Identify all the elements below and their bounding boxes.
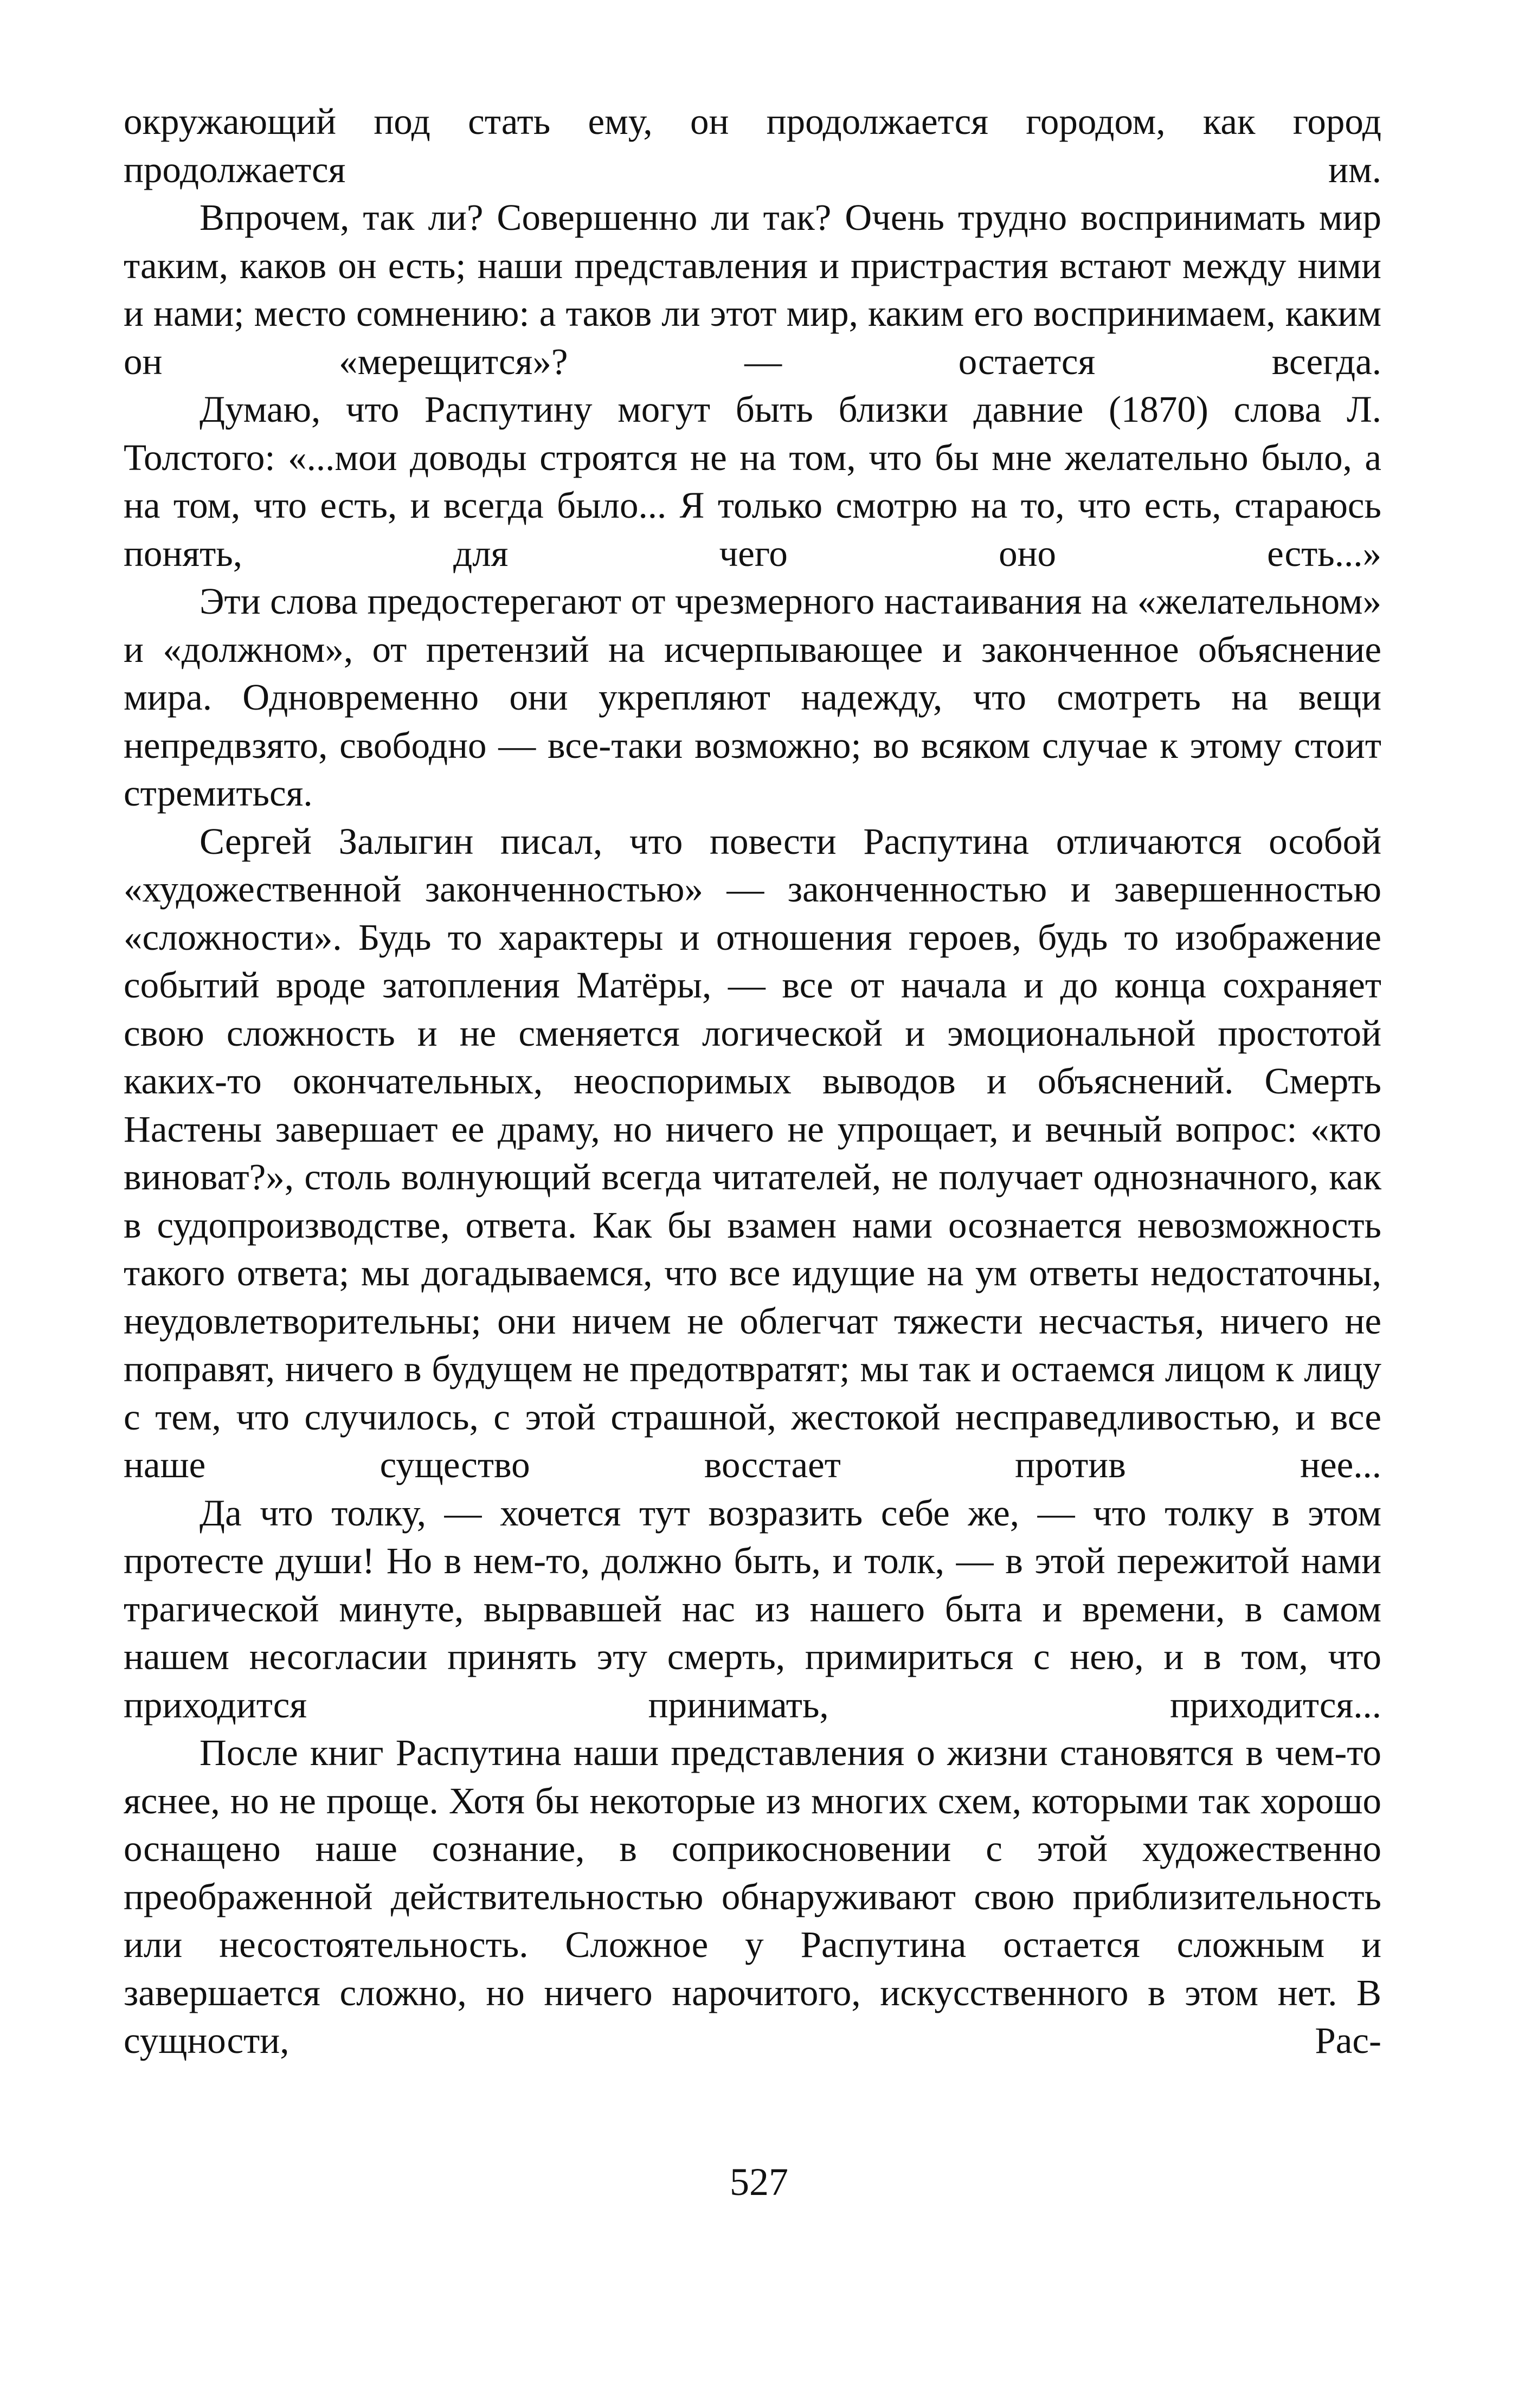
paragraph-1: окружающий под стать ему, он продолжается городом, как город продолжается им. <box>124 101 1381 190</box>
paragraph-6: Да что толку, — хочется тут возразить себе же, — что толку в этом протесте души! Но в нем-то, должно быть, и толк, — в этой пережитой нами трагической минуте, вырвавшей нас из нашего быта и времени, в самом нашем несогласии принять эту смерть, примириться с нею, и в том, что приходится принимать, приходится... <box>124 1492 1381 1725</box>
paragraph-3: Думаю, что Распутину могут быть близки давние (1870) слова Л. Толстого: «...мои доводы строятся не на том, что бы мне желательно было, а на том, что есть, и всегда было... Я только смотрю на то, что есть, стараюсь понять, для чего оно есть...» <box>124 389 1381 574</box>
body-text <box>124 98 1381 2065</box>
paragraph-4: Эти слова предостерегают от чрезмерного настаивания на «желательном» и «должном», от претензий на исчерпывающее и законченное объяснение мира. Одновременно они укрепляют надежду, что смотреть на вещи непредвзято, свободно — все-таки возможно; во всяком случае к этому стоит стремиться. <box>124 581 1381 814</box>
paragraph-5: Сергей Залыгин писал, что повести Распутина отличаются особой «художественной законченностью» — законченностью и завершенностью «сложности». Будь то характеры и отношения героев, будь то изображение событий вроде затопления Матёры, — все от начала и до конца сохраняет свою сложность и не сменяется логической и эмоциональной простотой каких-то окончательных, неоспоримых выводов и объяснений. Смерть Настены завершает ее драму, но ничего не упрощает, и вечный вопрос: «кто виноват?», столь волнующий всегда читателей, не получает однозначного, как в судопроизводстве, ответа. Как бы взамен нами осознается невозможность такого ответа; мы догадываемся, что все идущие на ум ответы недостаточны, неудовлетворительны; они ничем не облегчат тяжести несчастья, ничего не поправят, ничего в будущем не предотвратят; мы так и остаемся лицом к лицу с тем, что случилось, с этой страшной, жестокой несправедливостью, и все наше существо восстает против нее... <box>124 820 1381 1485</box>
paragraph-2: Впрочем, так ли? Совершенно ли так? Очень трудно воспринимать мир таким, каков он есть; наши представления и пристрастия встают между ними и нами; место сомнению: а таков ли этот мир, каким его воспринимаем, каким он «мерещится»? — остается всегда. <box>124 197 1381 382</box>
paragraph-7: После книг Распутина наши представления о жизни становятся в чем-то яснее, но не проще. Хотя бы некоторые из многих схем, которыми так хорошо оснащено наше сознание, в соприкосновении с этой художественно преображенной действительностью обнаруживают свою приблизительность или несостоятельность. Сложное у Распутина остается сложным и завершается сложно, но ничего нарочитого, искусственного в этом нет. В сущности, Рас- <box>124 1732 1381 2061</box>
page-number: 527 <box>730 2160 788 2204</box>
